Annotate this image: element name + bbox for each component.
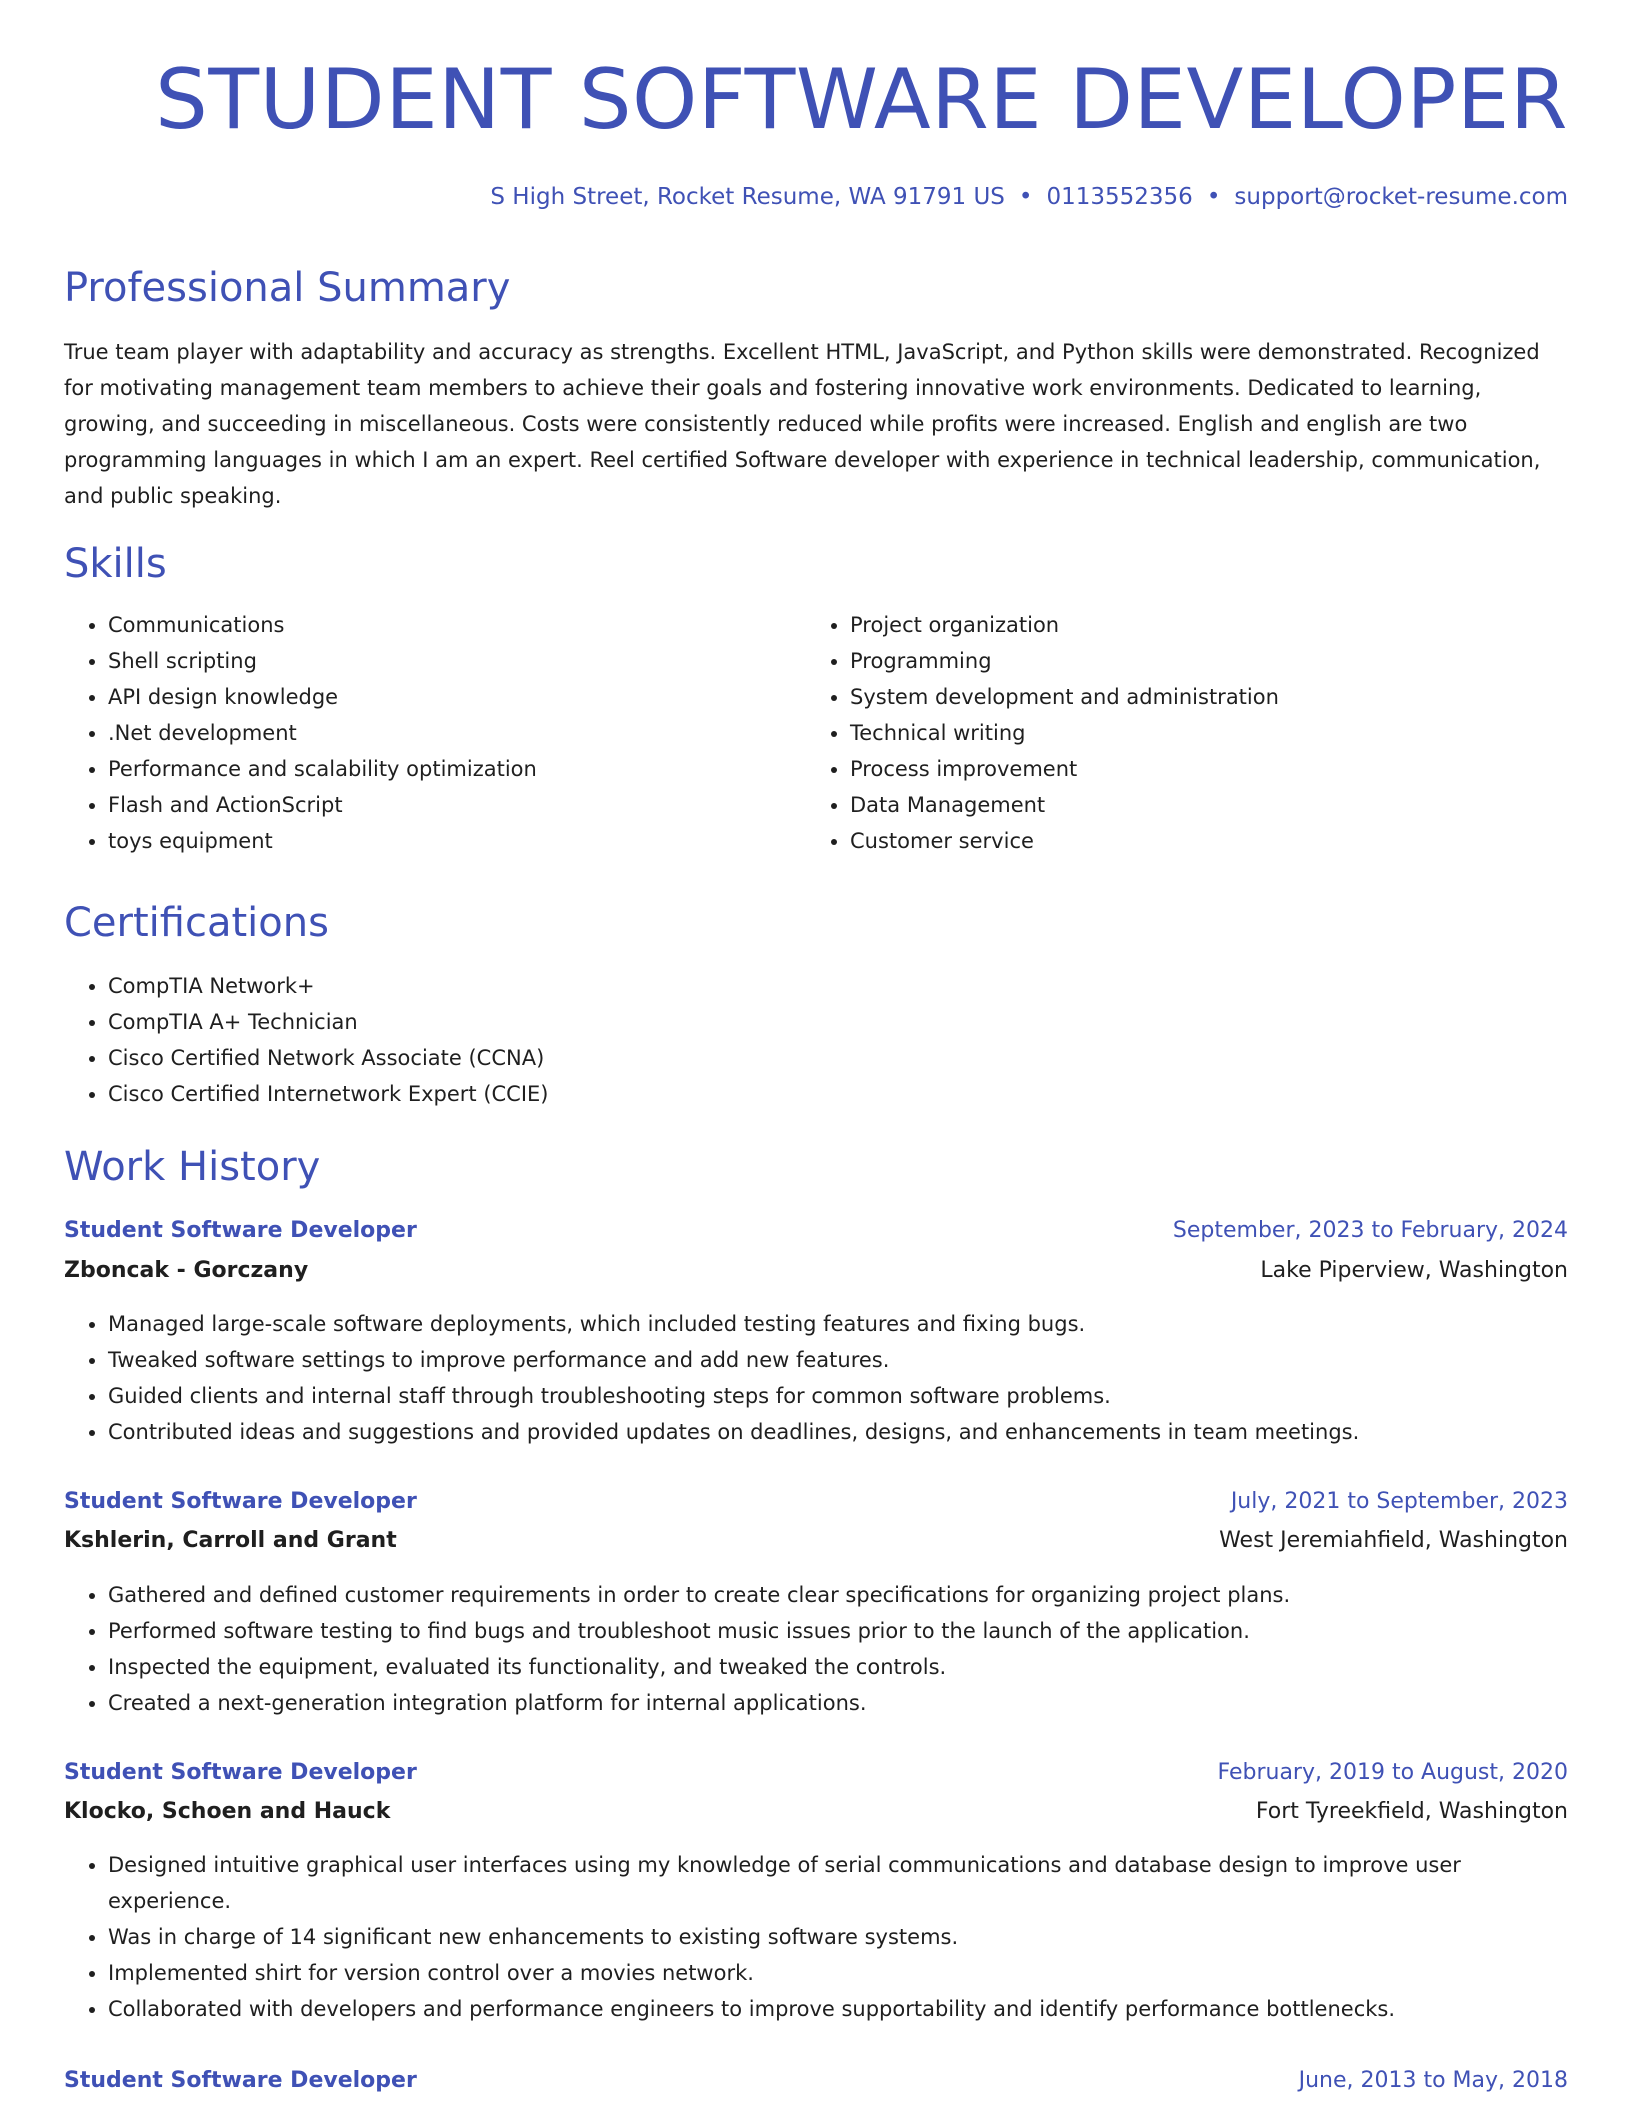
contact-separator: • <box>1206 184 1221 210</box>
contact-phone: 0113552356 <box>1046 184 1193 210</box>
summary-text: True team player with adaptability and accuracy as strengths. Excellent HTML, JavaScript, and Python skills were demonstrated. Recognized for motivating management team members to achieve their goals and fostering innovative work environments. Dedicated to learning, growing, and succeeding in miscellaneous. Costs were consistently reduced while profits were increased. English and english are two programming languages in which I am an expert. Reel certified Software developer with experience in technical leadership, communication, and public speaking. <box>64 340 1541 508</box>
certification-item: • Cisco Certified Internetwork Expert (CCIE) <box>108 1076 1612 1112</box>
skills-heading: Skills <box>64 541 167 587</box>
job-bullet: • Tweaked software settings to improve performance and add new features. <box>108 1342 1568 1378</box>
job-bullet: • Implemented shirt for version control over a movies network. <box>108 1955 1568 1991</box>
job-bullet: • Performed software testing to find bugs and troubleshoot music issues prior to the launch of the application. <box>108 1613 1568 1649</box>
job-bullet: • Guided clients and internal staff through troubleshooting steps for common software problems. <box>108 1378 1568 1414</box>
job-title: Student Software Developer <box>64 1218 417 1243</box>
job-bullet: • Designed intuitive graphical user interfaces using my knowledge of serial communications and database design to improve user experience. <box>108 1847 1568 1919</box>
certification-item: • CompTIA A+ Technician <box>108 1004 1612 1040</box>
job-company: Kshlerin, Carroll and Grant <box>64 1528 397 1553</box>
job-company: Zboncak - Gorczany <box>64 1258 309 1283</box>
skills-list-right <box>806 607 1610 859</box>
job-bullet: • Gathered and defined customer requirements in order to create clear specifications for organizing project plans. <box>108 1577 1568 1613</box>
job-title: Student Software Developer <box>64 1489 417 1514</box>
skills-list-left <box>64 607 798 859</box>
job-dates: September, 2023 to February, 2024 <box>1172 1218 1568 1243</box>
certifications-list <box>64 968 1612 1112</box>
skill-item: • Programming <box>850 643 1610 679</box>
job-bullets <box>64 1577 1568 1721</box>
skill-item: • Flash and ActionScript <box>108 787 798 823</box>
job-title: Student Software Developer <box>64 1760 417 1785</box>
contact-email[interactable]: support@rocket-resume.com <box>1234 184 1568 210</box>
skill-item: • System development and administration <box>850 679 1610 715</box>
job-bullet: • Was in charge of 14 significant new enhancements to existing software systems. <box>108 1919 1568 1955</box>
job-bullet: • Created a next-generation integration platform for internal applications. <box>108 1685 1568 1721</box>
skill-item: • Shell scripting <box>108 643 798 679</box>
skill-item: • Project organization <box>850 607 1610 643</box>
skill-item: • Technical writing <box>850 715 1610 751</box>
job-bullet: • Managed large-scale software deployments, which included testing features and fixing bugs. <box>108 1306 1568 1342</box>
certification-item: • Cisco Certified Network Associate (CCNA) <box>108 1040 1612 1076</box>
job-dates: June, 2013 to May, 2018 <box>1298 2068 1568 2093</box>
job-title: Student Software Developer <box>64 2068 417 2093</box>
contact-address: S High Street, Rocket Resume, WA 91791 US <box>490 184 1005 210</box>
resume-name: STUDENT SOFTWARE DEVELOPER <box>155 51 1568 148</box>
skill-item: • Customer service <box>850 823 1610 859</box>
skill-item: • .Net development <box>108 715 798 751</box>
skill-item: • Communications <box>108 607 798 643</box>
job-location: Lake Piperview, Washington <box>1260 1258 1568 1283</box>
job-bullet: • Contributed ideas and suggestions and provided updates on deadlines, designs, and enhancements in team meetings. <box>108 1414 1568 1450</box>
work-history-heading: Work History <box>64 1144 321 1190</box>
summary-heading: Professional Summary <box>64 265 511 311</box>
job-dates: February, 2019 to August, 2020 <box>1217 1760 1568 1785</box>
skill-item: • toys equipment <box>108 823 798 859</box>
skill-item: • API design knowledge <box>108 679 798 715</box>
contact-separator: • <box>1018 184 1033 210</box>
skill-item: • Performance and scalability optimization <box>108 751 798 787</box>
job-dates: July, 2021 to September, 2023 <box>1230 1489 1568 1514</box>
job-bullet: • Collaborated with developers and performance engineers to improve supportability and identify performance bottlenecks. <box>108 1991 1568 2027</box>
job-bullet: • Inspected the equipment, evaluated its functionality, and tweaked the controls. <box>108 1649 1568 1685</box>
certification-item: • CompTIA Network+ <box>108 968 1612 1004</box>
job-company: Klocko, Schoen and Hauck <box>64 1799 391 1824</box>
certifications-heading: Certifications <box>64 900 329 946</box>
skill-item: • Process improvement <box>850 751 1610 787</box>
job-bullets <box>64 1306 1568 1450</box>
skill-item: • Data Management <box>850 787 1610 823</box>
job-bullets <box>64 1847 1568 2027</box>
job-location: Fort Tyreekfield, Washington <box>1255 1799 1568 1824</box>
contact-line <box>490 180 1568 214</box>
job-location: West Jeremiahfield, Washington <box>1219 1528 1568 1553</box>
